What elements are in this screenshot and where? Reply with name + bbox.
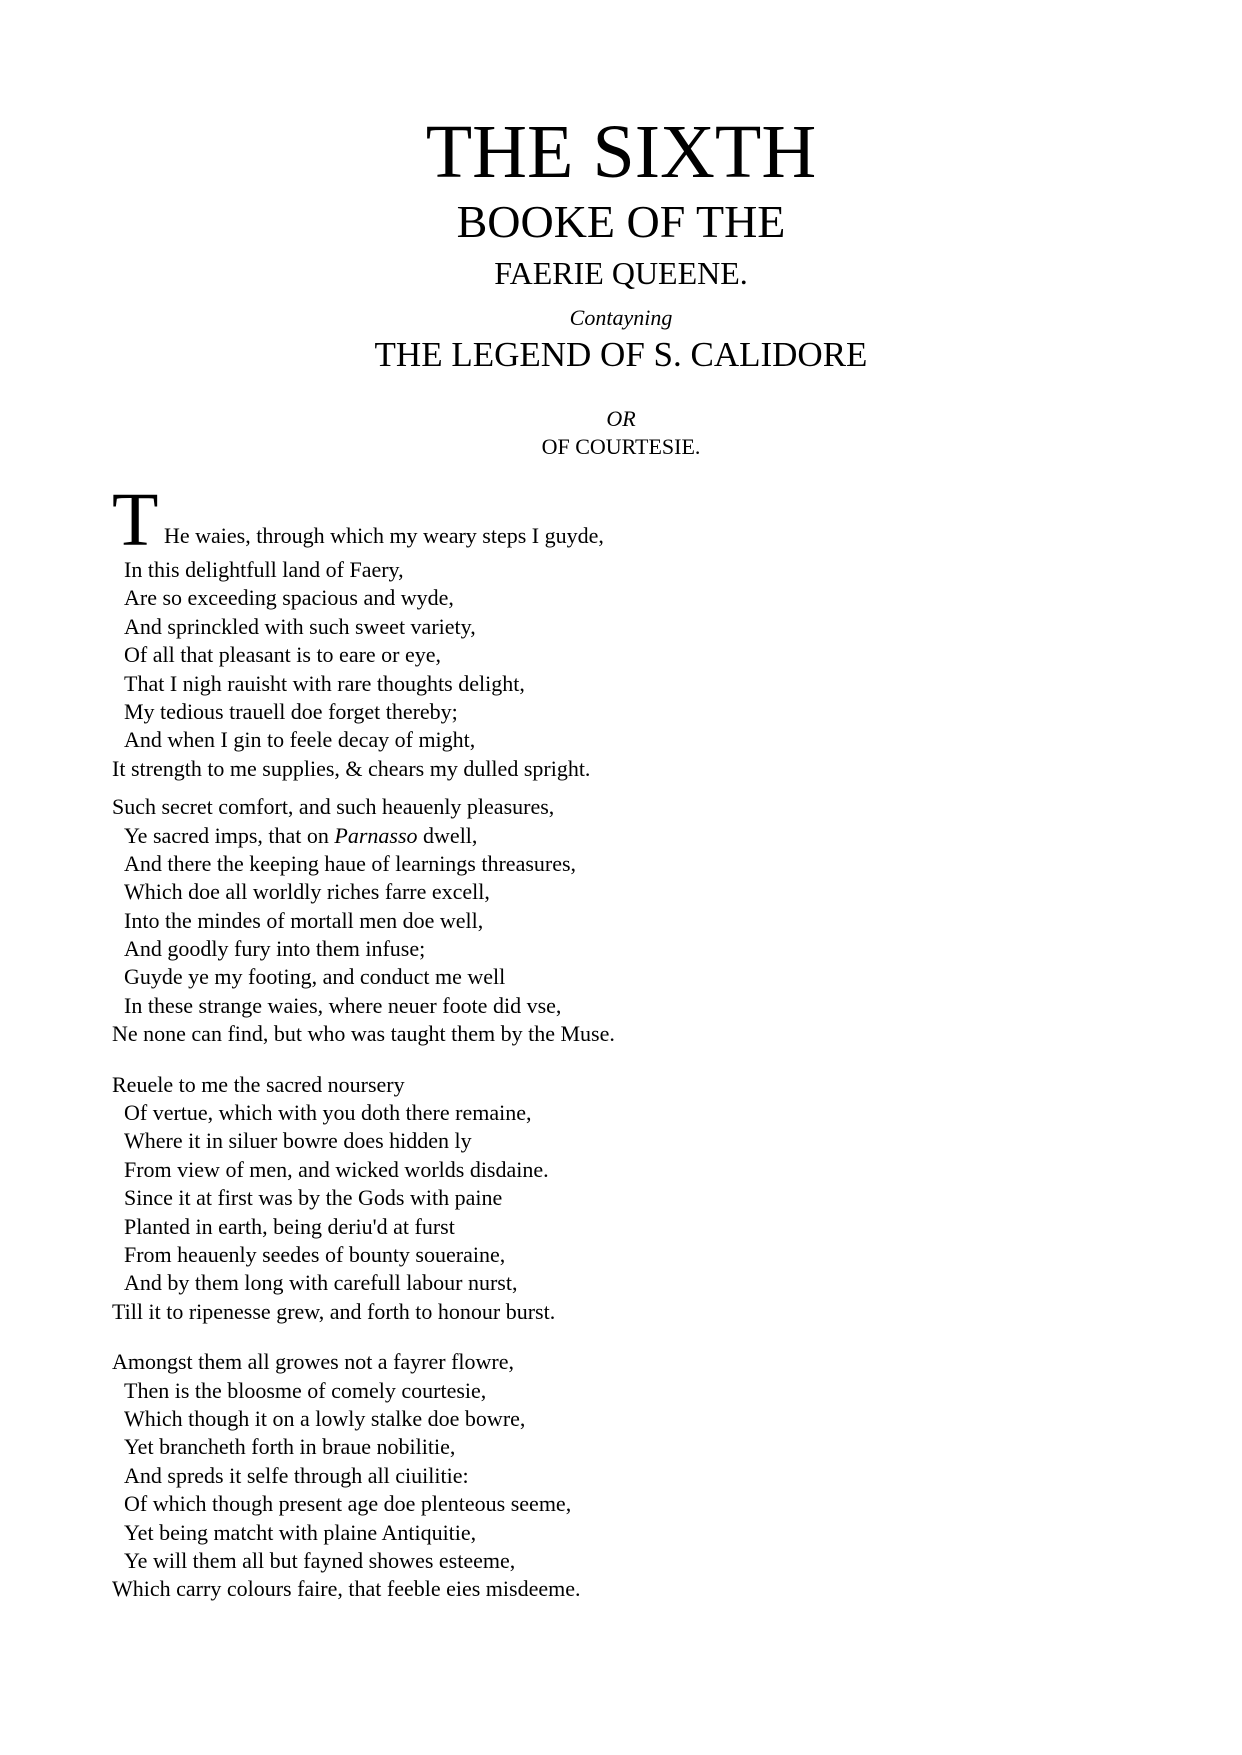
title-line-1: THE SIXTH bbox=[425, 110, 817, 194]
verse-line: It strength to me supplies, & chears my dulled spright. bbox=[112, 755, 591, 781]
verse-line: Which doe all worldly riches farre excell, bbox=[124, 879, 490, 905]
verse-text: dwell, bbox=[417, 822, 478, 848]
verse-line bbox=[112, 822, 1152, 850]
stanza-2 bbox=[112, 793, 1152, 1049]
title-line-3: FAERIE QUEENE. bbox=[494, 255, 748, 291]
verse-line: Since it at first was by the Gods with paine bbox=[124, 1185, 503, 1211]
verse-line: Then is the bloosme of comely courtesie, bbox=[124, 1377, 487, 1403]
stanza-3 bbox=[112, 1071, 1152, 1327]
verse-line: In these strange waies, where neuer foote did vse, bbox=[124, 992, 562, 1018]
verse-text: Ye sacred imps, that on bbox=[124, 822, 335, 848]
verse-line: And there the keeping haue of learnings threasures, bbox=[124, 850, 577, 876]
italic-place-name: Parnasso bbox=[334, 822, 418, 848]
verse-line: And by them long with carefull labour nurst, bbox=[124, 1270, 518, 1296]
verse-line: That I nigh rauisht with rare thoughts delight, bbox=[124, 670, 525, 696]
verse-line: Guyde ye my footing, and conduct me well bbox=[124, 964, 506, 990]
subject-title: OF COURTESIE. bbox=[541, 434, 701, 459]
stanza-first-line bbox=[112, 478, 1152, 562]
verse-line: Which though it on a lowly stalke doe bowre, bbox=[124, 1405, 526, 1431]
verse-line: From view of men, and wicked worlds disdaine. bbox=[124, 1156, 549, 1182]
first-line-text: He waies, through which my weary steps I guyde, bbox=[164, 523, 604, 548]
poem-body bbox=[112, 478, 1152, 1604]
verse-line: And goodly fury into them infuse; bbox=[124, 936, 426, 962]
or-label: OR bbox=[606, 406, 636, 431]
verse-line: Ye will them all but fayned showes esteeme, bbox=[124, 1547, 516, 1573]
stanza-4 bbox=[112, 1348, 1152, 1604]
verse-line: Yet being matcht with plaine Antiquitie, bbox=[124, 1519, 477, 1545]
verse-line: And sprinckled with such sweet variety, bbox=[124, 613, 476, 639]
verse-line: Amongst them all growes not a fayrer flowre, bbox=[112, 1349, 514, 1375]
verse-line: Till it to ripenesse grew, and forth to honour burst. bbox=[112, 1298, 556, 1324]
verse-line: Into the mindes of mortall men doe well, bbox=[124, 907, 484, 933]
verse-line: Where it in siluer bowre does hidden ly bbox=[124, 1128, 472, 1154]
verse-line: Are so exceeding spacious and wyde, bbox=[124, 585, 454, 611]
drop-cap: T bbox=[112, 478, 159, 562]
verse-line: Of which though present age doe plenteous seeme, bbox=[124, 1491, 572, 1517]
verse-line: Reuele to me the sacred noursery bbox=[112, 1071, 405, 1097]
verse-line: Yet brancheth forth in braue nobilitie, bbox=[124, 1434, 456, 1460]
legend-title: THE LEGEND OF S. CALIDORE bbox=[374, 335, 868, 374]
verse-line: Of all that pleasant is to eare or eye, bbox=[124, 642, 442, 668]
verse-line: And when I gin to feele decay of might, bbox=[124, 727, 476, 753]
verse-line: Which carry colours faire, that feeble eies misdeeme. bbox=[112, 1576, 581, 1602]
verse-line: Such secret comfort, and such heauenly pleasures, bbox=[112, 794, 555, 820]
containing-label: Contayning bbox=[569, 305, 673, 330]
title-line-2: BOOKE OF THE bbox=[456, 196, 786, 247]
verse-line: Ne none can find, but who was taught them by the Muse. bbox=[112, 1021, 615, 1047]
verse-line: In this delightfull land of Faery, bbox=[124, 557, 404, 582]
verse-line: From heauenly seedes of bounty soueraine, bbox=[124, 1241, 506, 1267]
verse-line: Planted in earth, being deriu'd at furst bbox=[124, 1213, 455, 1239]
verse-line: My tedious trauell doe forget thereby; bbox=[124, 698, 458, 724]
verse-line: And spreds it selfe through all ciuilitie: bbox=[124, 1462, 469, 1488]
verse-line: Of vertue, which with you doth there remaine, bbox=[124, 1100, 532, 1126]
stanza-1 bbox=[112, 478, 1152, 783]
